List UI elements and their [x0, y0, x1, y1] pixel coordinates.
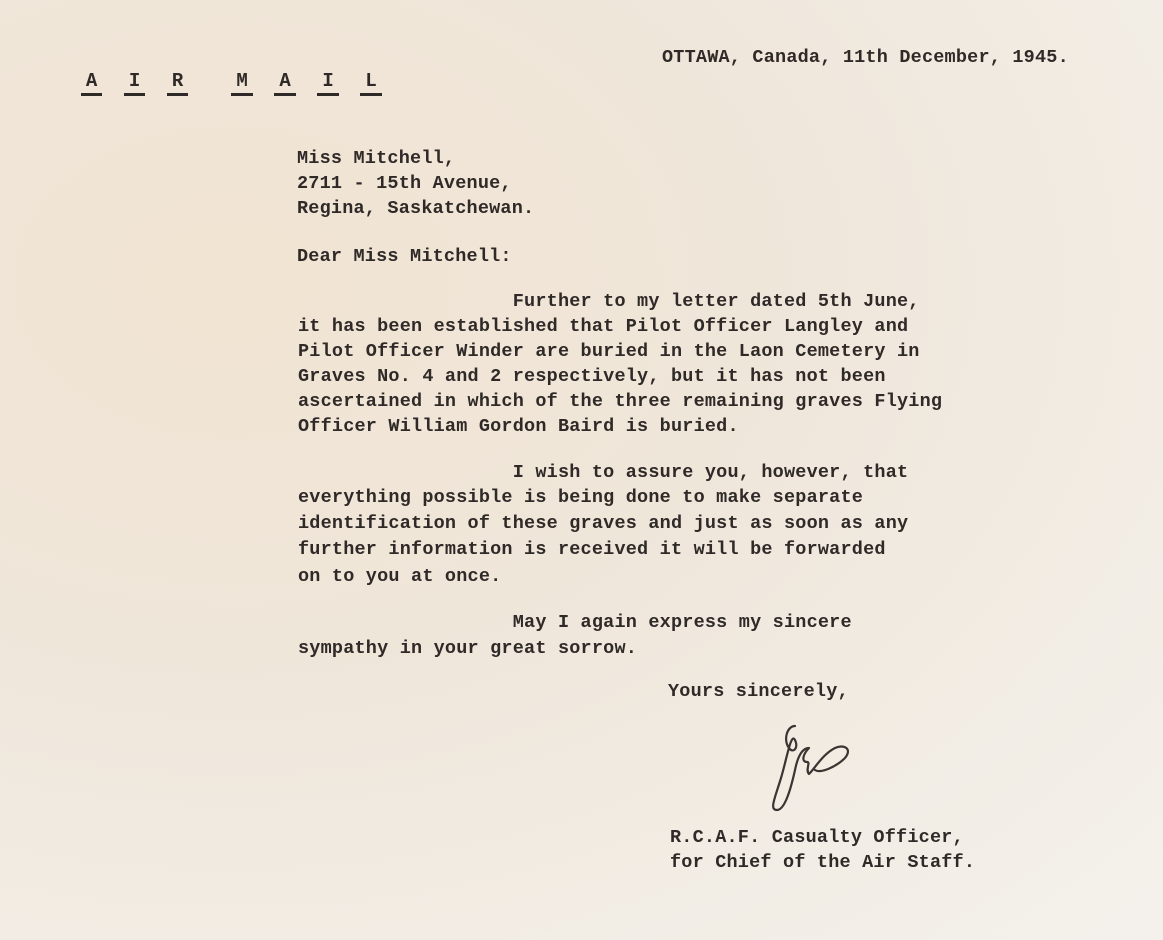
air-mail-letter: I [124, 70, 146, 96]
recipient-street: 2711 - 15th Avenue, [297, 173, 512, 194]
air-mail-letter: A [81, 70, 103, 96]
paragraph-1-line: Further to my letter dated 5th June, [298, 291, 920, 312]
recipient-city: Regina, Saskatchewan. [297, 198, 535, 219]
signatory-office: for Chief of the Air Staff. [670, 852, 976, 873]
paragraph-3-line: May I again express my sincere [298, 612, 852, 633]
air-mail-letter: I [317, 70, 339, 96]
paragraph-1-line: Pilot Officer Winder are buried in the Laon Cemetery in [298, 341, 920, 362]
paragraph-2-line: identification of these graves and just as soon as any [298, 513, 909, 534]
paragraph-1-line: Officer William Gordon Baird is buried. [298, 416, 739, 437]
air-mail-letter: A [274, 70, 296, 96]
signatory-title: R.C.A.F. Casualty Officer, [670, 827, 964, 848]
dateline: OTTAWA, Canada, 11th December, 1945. [662, 47, 1069, 68]
air-mail-letter: L [360, 70, 382, 96]
recipient-name: Miss Mitchell, [297, 148, 456, 169]
paragraph-3-line: sympathy in your great sorrow. [298, 638, 638, 659]
paragraph-2-line: further information is received it will be forwarded [298, 539, 886, 560]
closing: Yours sincerely, [668, 681, 849, 702]
paragraph-1-line: ascertained in which of the three remaining graves Flying [298, 391, 943, 412]
handwritten-signature [765, 718, 865, 818]
paragraph-1-line: Graves No. 4 and 2 respectively, but it has not been [298, 366, 886, 387]
paragraph-2-line: everything possible is being done to make separate [298, 487, 864, 508]
paragraph-1-line: it has been established that Pilot Officer Langley and [298, 316, 909, 337]
paragraph-2-line: on to you at once. [298, 566, 502, 587]
salutation: Dear Miss Mitchell: [297, 246, 512, 267]
air-mail-letter: R [167, 70, 189, 96]
air-mail-letter: M [231, 70, 253, 96]
paragraph-2-line: I wish to assure you, however, that [298, 462, 909, 483]
air-mail-heading [58, 48, 382, 96]
